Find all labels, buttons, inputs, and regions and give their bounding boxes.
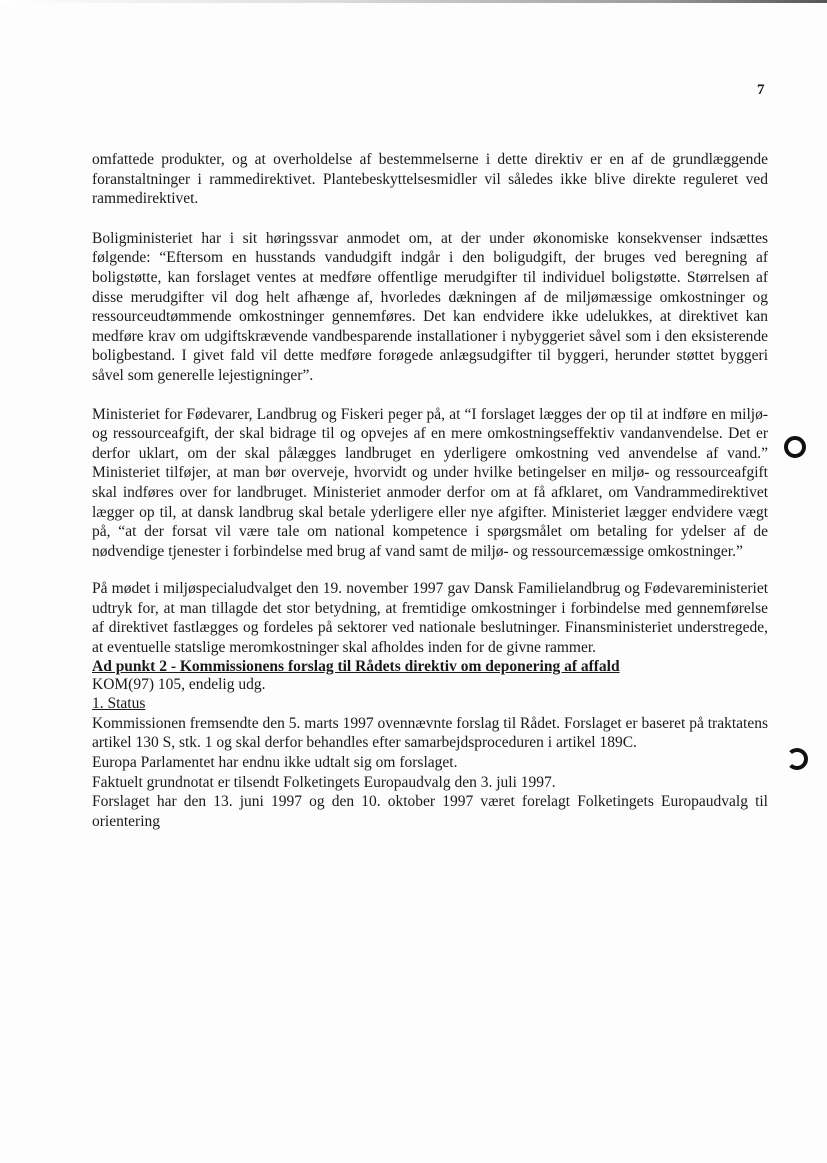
paragraph-food-ministry: Ministeriet for Fødevarer, Landbrug og Fiskeri peger på, at “I forslaget lægges der op til at indføre en miljø- og ressourceafgift, der skal bidrage til og opvejes af en mere omkostningseffektiv vandanvendelse. Det er derfor uklart, om der skal pålægges landbruget en yderligere omkostning ved anvendelse af vand.” Ministeriet tilføjer, at man bør overveje, hvorvidt og under hvilke betingelser en miljø- og ressourceafgift skal indføres over for landbruget. Ministeriet anmoder derfor om at få afklaret, om Vandrammedirektivet lægger op til, at dansk landbrug skal betale yderligere eller nye afgifter. Ministeriet lægger endvidere vægt på, “at der forsat vil være tale om national kompetence i spørgsmålet om betaling for ydelser af de nødvendige tjenester i forbindelse med brug af vand samt de miljø- og ressourcemæssige omkostninger.” xyxy=(92,405,768,560)
paragraph-housing-ministry: Boligministeriet har i sit høringssvar anmodet om, at der under økonomiske konsekvenser indsættes følgende: “Eftersom en husstands vandudgift indgår i den boligudgift, der bruges ved beregning af boligstøtte, kan forslaget ventes at medføre offentlige merudgifter til individuel boligstøtte. Størrelsen af disse merudgifter vil dog helt afhænge af, hvorledes dækningen af de miljømæssige omkostninger og ressourceudtømmende omkostninger gennemføres. Det kan endvidere ikke udelukkes, at direktivet kan medføre krav om udgiftskrævende vandbesparende installationer i nybyggeriet såvel som i den eksisterende boligbestand. I givet fald vil dette medføre forøgede anlægsudgifter til byggeri, herunder støttet byggeri såvel som generelle lejestigninger”. xyxy=(92,229,768,384)
status-heading: 1. Status xyxy=(92,695,146,713)
page-number: 7 xyxy=(757,82,765,98)
scan-edge xyxy=(0,0,827,3)
section-heading: Ad punkt 2 - Kommissionens forslag til Rådets direktiv om deponering af affald xyxy=(92,657,620,675)
section-reference: KOM(97) 105, endelig udg. xyxy=(92,675,266,693)
document-body xyxy=(92,150,768,831)
status-text: Kommissionen fremsendte den 5. marts 1997 ovennævnte forslag til Rådet. Forslaget er baseret på traktatens artikel 130 S, stk. 1 og skal derfor behandles efter samarbejdsproceduren i artikel 189C. xyxy=(92,714,768,752)
orientation-line: Forslaget har den 13. juni 1997 og den 10. oktober 1997 været forelagt Folketingets Europaudvalg til orientering xyxy=(92,793,768,830)
punch-hole-icon xyxy=(784,436,806,458)
paragraph-committee-meeting: På mødet i miljøspecialudvalget den 19. november 1997 gav Dansk Familielandbrug og Fødevareministeriet udtryk for, at man tillagde det stor betydning, at fremtidige omkostninger i forbindelse med gennemførelse af direktivet fastlægges og fordeles på sektorer ved nationale beslutninger. Finansministeriet understregede, at eventuelle statslige meromkostninger skal afholdes inden for de givne rammer. xyxy=(92,580,768,657)
punch-hole-icon xyxy=(786,748,808,770)
basic-note-line: Faktuelt grundnotat er tilsendt Folketingets Europaudvalg den 3. juli 1997. xyxy=(92,773,556,791)
paragraph-plant-protection: omfattede produkter, og at overholdelse af bestemmelserne i dette direktiv er en af de grundlæggende foranstaltninger i rammedirektivet. Plantebeskyttelsesmidler vil således ikke blive direkte reguleret ved rammedirektivet. xyxy=(92,151,768,208)
parliament-line: Europa Parlamentet har endnu ikke udtalt sig om forslaget. xyxy=(92,754,458,772)
